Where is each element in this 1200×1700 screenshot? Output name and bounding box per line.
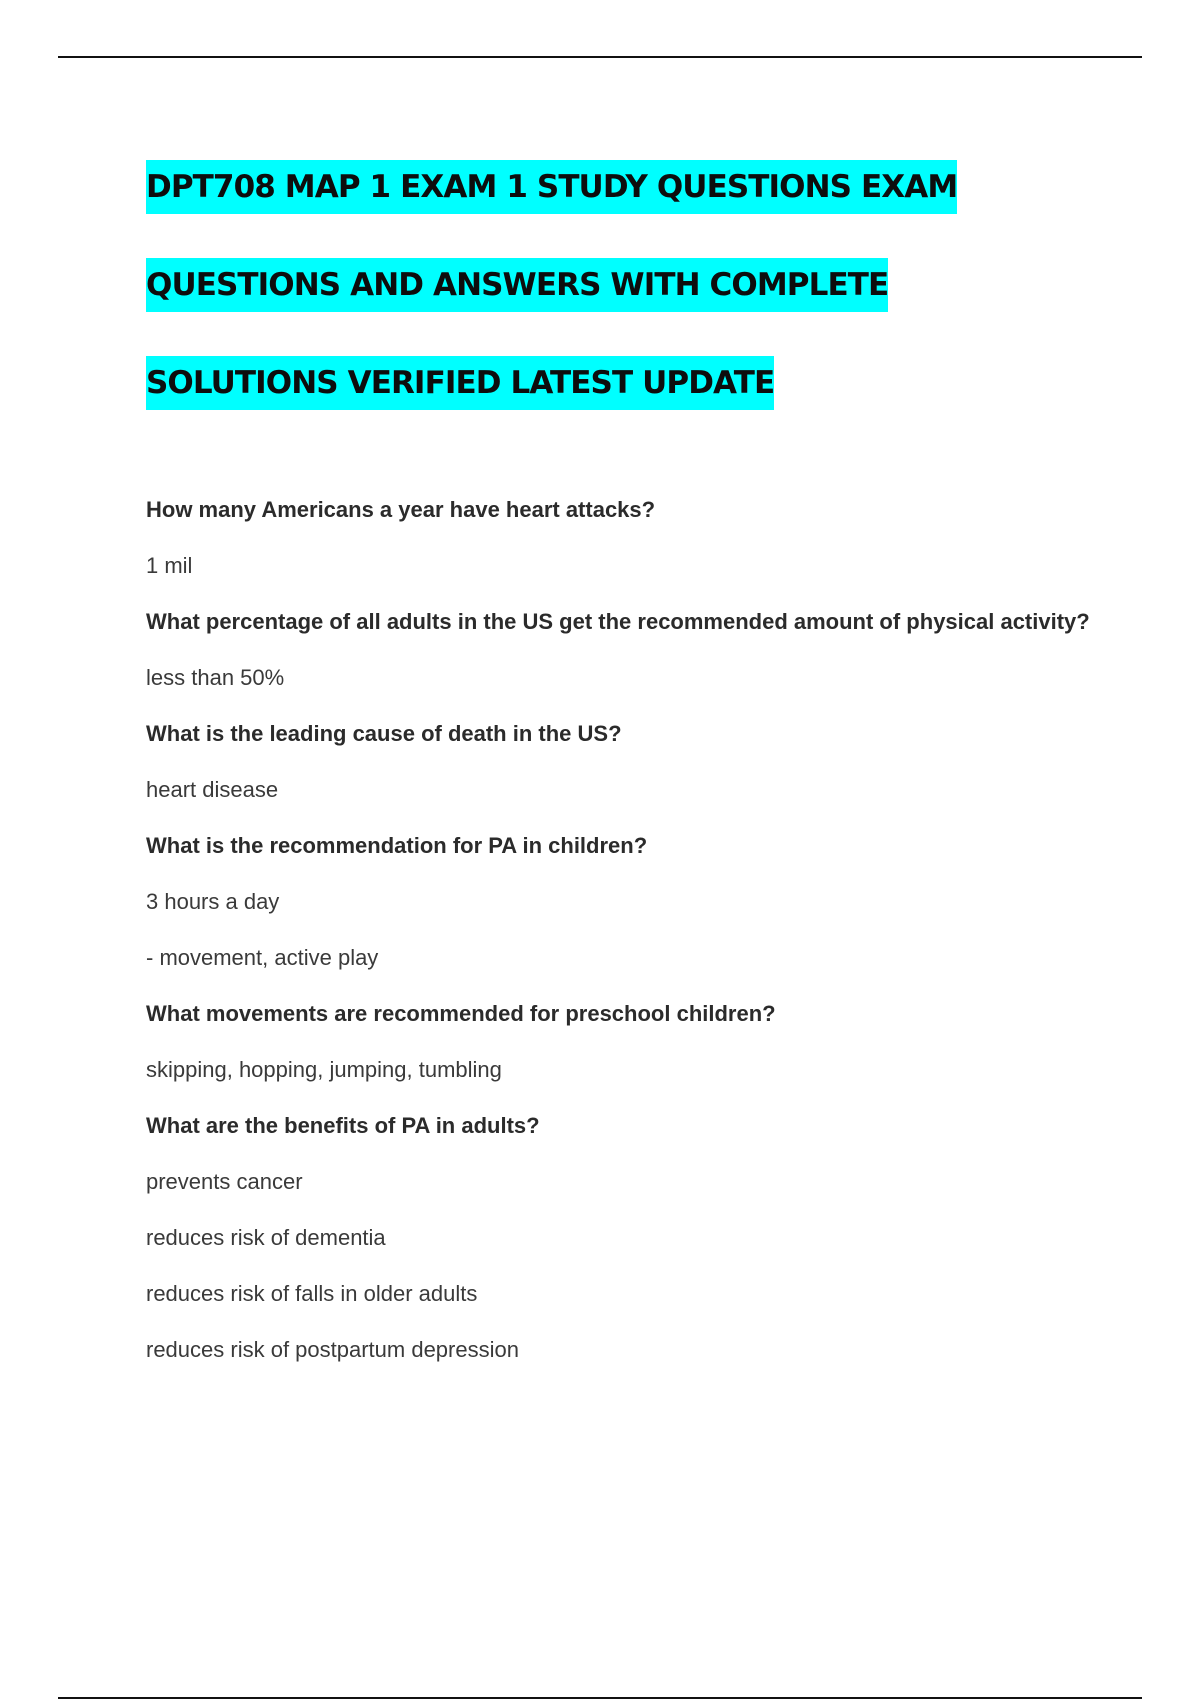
qa-list	[146, 482, 1146, 1378]
answer: heart disease	[146, 777, 279, 802]
answer: reduces risk of falls in older adults	[146, 1281, 478, 1306]
question: What movements are recommended for preschool children?	[146, 1001, 776, 1026]
answer: skipping, hopping, jumping, tumbling	[146, 1057, 502, 1082]
answer: reduces risk of postpartum depression	[146, 1337, 519, 1362]
answer: 3 hours a day	[146, 889, 280, 914]
question: What percentage of all adults in the US get the recommended amount of physical activity?	[146, 609, 1090, 634]
answer: reduces risk of dementia	[146, 1225, 386, 1250]
document-title	[146, 138, 1146, 432]
title-line: SOLUTIONS VERIFIED LATEST UPDATE	[146, 334, 1146, 432]
title-line: QUESTIONS AND ANSWERS WITH COMPLETE	[146, 236, 1146, 334]
answer: 1 mil	[146, 553, 193, 578]
top-rule	[58, 56, 1142, 58]
answer: less than 50%	[146, 665, 285, 690]
question: How many Americans a year have heart attacks?	[146, 497, 656, 522]
question: What is the recommendation for PA in children?	[146, 833, 648, 858]
answer: - movement, active play	[146, 945, 379, 970]
question: What is the leading cause of death in the US?	[146, 721, 622, 746]
bottom-rule	[58, 1697, 1142, 1699]
title-line: DPT708 MAP 1 EXAM 1 STUDY QUESTIONS EXAM	[146, 138, 1146, 236]
answer: prevents cancer	[146, 1169, 303, 1194]
question: What are the benefits of PA in adults?	[146, 1113, 540, 1138]
